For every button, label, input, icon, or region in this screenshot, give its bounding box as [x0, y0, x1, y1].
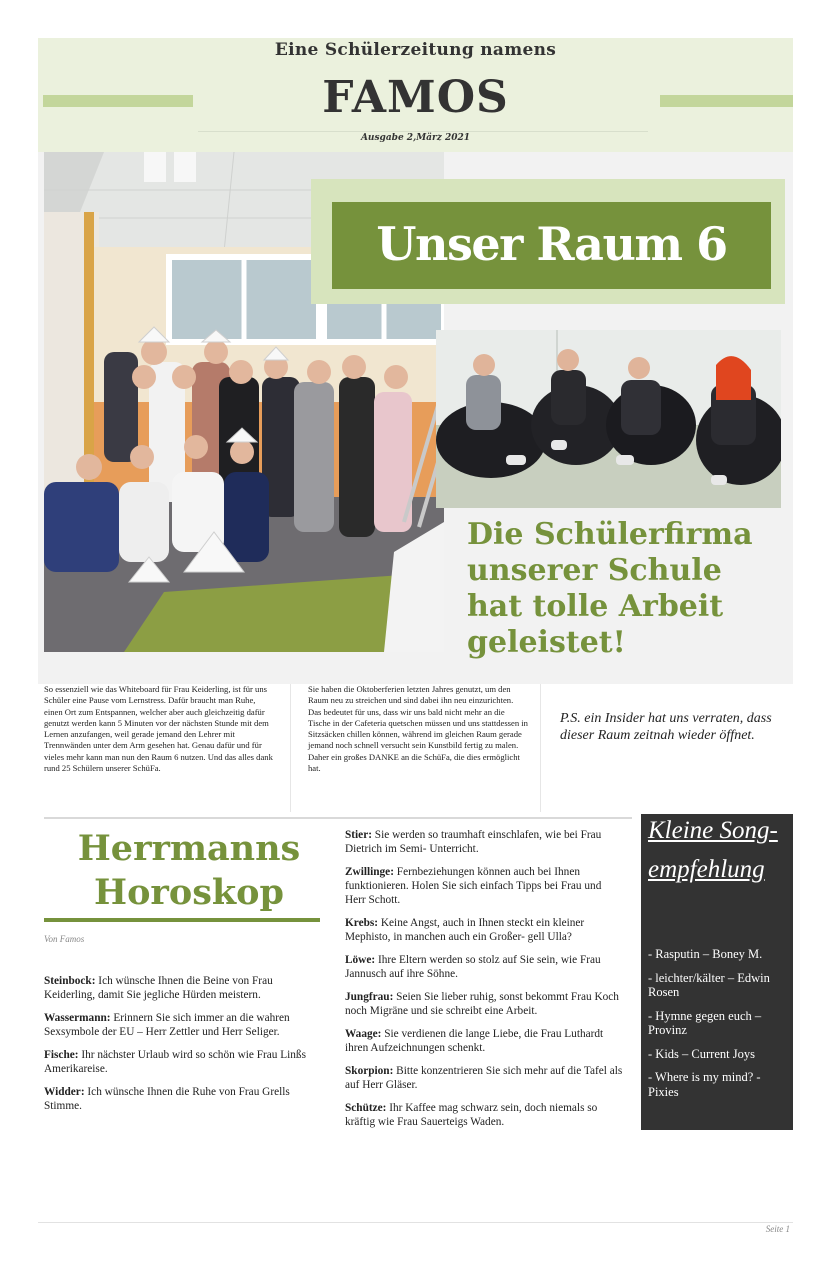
- song-item: - Where is my mind? - Pixies: [648, 1070, 761, 1099]
- horoscope-entry: [44, 1085, 320, 1113]
- feature-headline: Unser Raum 6: [376, 217, 727, 271]
- newspaper-title: FAMOS: [322, 72, 509, 123]
- horoscope-entry: [44, 1048, 320, 1076]
- horoscope-text: Ihre Eltern werden so stolz auf Sie sein, wie Frau Jannusch auf ihre Söhne.: [345, 954, 601, 980]
- horoscope-text: Ich wünsche Ihnen die Beine von Frau Keiderling, damit Sie jegliche Hürden meistern.: [44, 975, 273, 1001]
- masthead-kicker: Eine Schülerzeitung namens: [274, 40, 557, 60]
- horoscope-sign: Löwe:: [345, 954, 376, 966]
- horoscope-sign: Skorpion:: [345, 1065, 394, 1077]
- horoscope-text: Seien Sie lieber ruhig, sonst bekommt Frau Koch noch Migräne und sie schreibt eine Arbeit.: [345, 991, 619, 1017]
- horoscope-entry: [345, 1064, 623, 1092]
- horoscope-sign: Fische:: [44, 1049, 79, 1061]
- horoscope-entry: [345, 828, 623, 856]
- song-recommendation-title: Kleine Song-empfehlung: [648, 817, 778, 883]
- ps-note: P.S. ein Insider hat uns verraten, dass dieser Raum zeitnah wieder öffnet.: [560, 711, 772, 743]
- horoscope-sign: Steinbock:: [44, 975, 96, 987]
- horoscope-title-rule: [44, 918, 320, 922]
- masthead-rule: [198, 131, 648, 132]
- horoscope-entry: [345, 953, 623, 981]
- horoscope-sign: Widder:: [44, 1086, 85, 1098]
- horoscope-sign: Waage:: [345, 1028, 382, 1040]
- horoscope-text: Ihr Kaffee mag schwarz sein, doch niemals so kräftig wie Frau Sauerteigs Waden.: [345, 1102, 598, 1128]
- horoscope-sign: Stier:: [345, 829, 372, 841]
- song-item: - leichter/kälter – Edwin Rosen: [648, 970, 770, 999]
- song-list: [648, 947, 790, 1108]
- horoscope-sign: Jungfrau:: [345, 991, 394, 1003]
- song-item: - Rasputin – Boney M.: [648, 947, 763, 961]
- column-divider: [290, 684, 291, 812]
- beanbag-photo-image: [436, 330, 781, 508]
- horoscope-title: Herrmanns Horoskop: [77, 828, 301, 913]
- article-column-2: Sie haben die Oktoberferien letzten Jahres genutzt, um den Raum neu zu streichen und sind dabei ihn neu einzurichten. Das bedeutet für uns, dass wir uns bald nicht mehr an die Tische in der Cafeteria quetschen müssen und uns stattdessen in Sitzsäcken chillen können, während im gleichen Raum gerade jemand noch schnell versucht sein Kunstbild fertig zu malen. Daher ein großes DANKE an die SchüFa, die dies ermöglicht hat.: [308, 684, 528, 774]
- horoscope-text: Sie verdienen die lange Liebe, die Frau Luthardt ihren Aufzeichnungen schenkt.: [345, 1028, 604, 1054]
- issue-line: Ausgabe 2,März 2021: [360, 133, 471, 143]
- horoscope-text: Fernbeziehungen können auch bei Ihnen funktionieren. Holen Sie sich einfach Tipps bei Frau und Herr Schott.: [345, 866, 602, 906]
- horoscope-sign: Krebs:: [345, 917, 379, 929]
- article-column-1: So essenziell wie das Whiteboard für Frau Keiderling, ist für uns Schüler eine Pause vom Lernstress. Dafür braucht man Ruhe, einen Ort zum Entspannen, welcher aber auch gleichzeitig dafür genutzt werden kann 5 Minuten vor der nächsten Stunde mit dem Lernen anzufangen, weil gerade jemand den Lehrer mit Trennwänden unter dem Arm gesehen hat. Genau dafür und für vieles mehr kann man nun den Raum 6 nutzen. Und das alles dank rund 25 Schülern unserer SchüFa.: [44, 684, 273, 774]
- horoscope-column-2: [345, 828, 623, 1138]
- horoscope-sign: Zwillinge:: [345, 866, 394, 878]
- horoscope-entry: [44, 1011, 320, 1039]
- horoscope-sign: Schütze:: [345, 1102, 387, 1114]
- horoscope-sign: Wassermann:: [44, 1012, 111, 1024]
- feature-subhead: Die Schülerfirma unserer Schule hat tolle Arbeit geleistet!: [467, 517, 753, 660]
- horoscope-column-1: [44, 974, 320, 1122]
- horoscope-entry: [345, 1101, 623, 1129]
- horoscope-text: Ihr nächster Urlaub wird so schön wie Frau Linßs Amerikareise.: [44, 1049, 306, 1075]
- masthead: [38, 38, 793, 152]
- column-divider: [540, 684, 541, 812]
- horoscope-entry: [345, 916, 623, 944]
- horoscope-entry: [345, 1027, 623, 1055]
- horoscope-entry: [44, 974, 320, 1002]
- horoscope-text: Bitte konzentrieren Sie sich mehr auf die Tafel als auf Herr Gläser.: [345, 1065, 623, 1091]
- horoscope-byline: Von Famos: [44, 934, 85, 944]
- song-item: - Hymne gegen euch – Provinz: [648, 1008, 762, 1037]
- horoscope-text: Ich wünsche Ihnen die Ruhe von Frau Grells Stimme.: [44, 1086, 290, 1112]
- horoscope-entry: [345, 865, 623, 907]
- footer-rule: [38, 1222, 793, 1223]
- horoscope-top-rule: [44, 817, 632, 819]
- horoscope-text: Keine Angst, auch in Ihnen steckt ein kleiner Mephisto, in manchen auch ein Großer- gell Ulla?: [345, 917, 585, 943]
- horoscope-entry: [345, 990, 623, 1018]
- page-number: Seite 1: [765, 1224, 790, 1234]
- horoscope-text: Erinnern Sie sich immer an die wahren Sexsymbole der EU – Herr Zettler und Herr Seliger.: [44, 1012, 290, 1038]
- horoscope-text: Sie werden so traumhaft einschlafen, wie bei Frau Dietrich im Semi- Unterricht.: [345, 829, 602, 855]
- song-item: - Kids – Current Joys: [648, 1046, 755, 1061]
